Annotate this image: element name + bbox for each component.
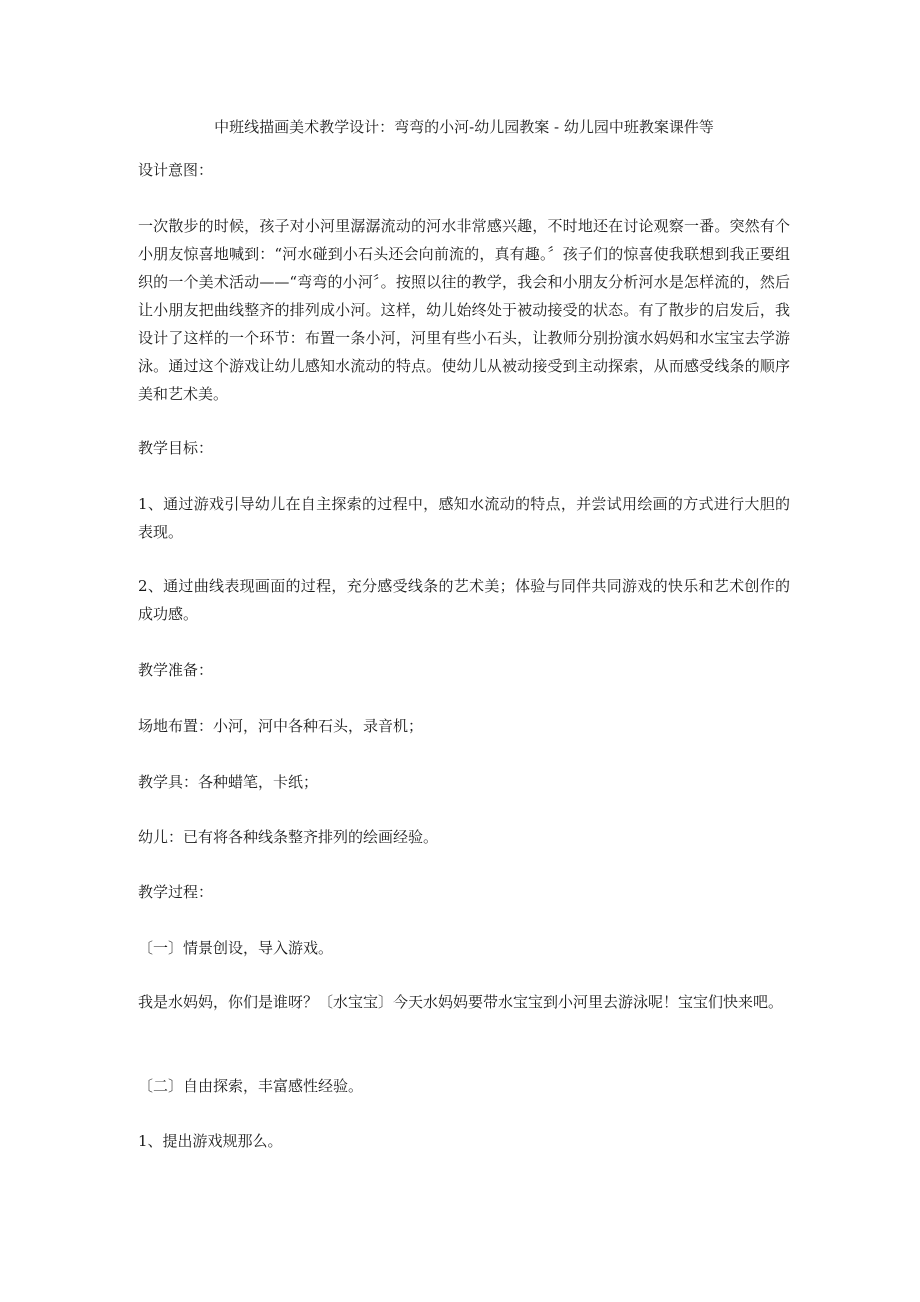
heading-teaching-preparation: 教学准备：	[138, 661, 214, 679]
paragraph-step-one: 我是水妈妈，你们是谁呀？〔水宝宝〕今天水妈妈要带水宝宝到小河里去游泳呢！宝宝们快来吧。	[138, 993, 784, 1011]
heading-step-one: 〔一〕情景创设，导入游戏。	[138, 939, 334, 957]
heading-design-intent: 设计意图：	[138, 161, 214, 179]
paragraph-design-intent: 一次散步的时候，孩子对小河里潺潺流动的河水非常感兴趣，不时地还在讨论观察一番。突然有个小朋友惊喜地喊到：“河水碰到小石头还会向前流的，真有趣。〞孩子们的惊喜使我联想到我正要组织的一个美术活动——“弯弯的小河〞。按照以往的教学，我会和小朋友分析河水是怎样流的，然后让小朋友把曲线整齐的排列成小河。这样，幼儿始终处于被动接受的状态。有了散步的启发后，我设计了这样的一个环节：布置一条小河，河里有些小石头，让教师分别扮演水妈妈和水宝宝去学游泳。通过这个游戏让幼儿感知水流动的特点。使幼儿从被动接受到主动探索，从而感受线条的顺序美和艺术美。	[138, 217, 790, 403]
document-title: 中班线描画美术教学设计：弯弯的小河-幼儿园教案 - 幼儿园中班教案课件等	[214, 118, 714, 136]
heading-teaching-goals: 教学目标：	[138, 439, 214, 457]
heading-teaching-process: 教学过程：	[138, 883, 214, 901]
paragraph-rule: 1、提出游戏规那么。	[138, 1132, 283, 1150]
paragraph-goal-1: 1、通过游戏引导幼儿在自主探索的过程中，感知水流动的特点，并尝试用绘画的方式进行大胆的表现。	[138, 495, 790, 541]
paragraph-materials: 教学具：各种蜡笔，卡纸；	[138, 773, 319, 791]
paragraph-children-experience: 幼儿：已有将各种线条整齐排列的绘画经验。	[138, 828, 439, 846]
paragraph-goal-2: 2、通过曲线表现画面的过程，充分感受线条的艺术美；体验与同伴共同游戏的快乐和艺术创作的成功感。	[138, 577, 790, 623]
heading-step-two: 〔二〕自由探索，丰富感性经验。	[138, 1077, 364, 1095]
paragraph-venue: 场地布置：小河，河中各种石头，录音机；	[138, 717, 424, 735]
